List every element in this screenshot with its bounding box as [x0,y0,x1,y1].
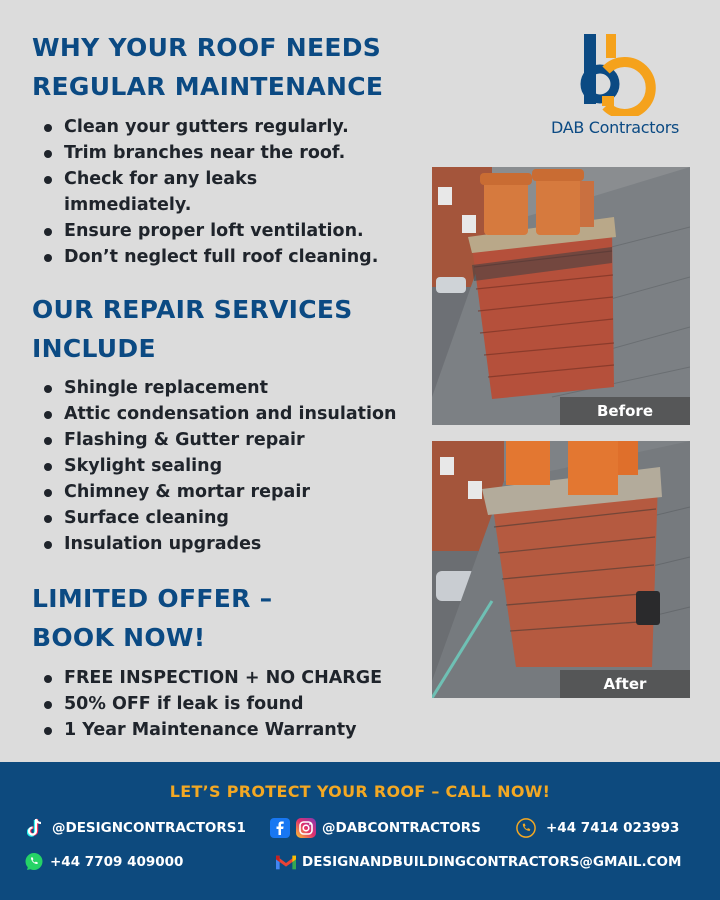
list-item: Flashing & Gutter repair [42,427,402,453]
phone-text: +44 7414 023993 [546,820,680,836]
list-item: Surface cleaning [42,505,402,531]
social-text: @DABCONTRACTORS [322,820,481,836]
list-item: Chimney & mortar repair [42,479,402,505]
offer-heading-line1: LIMITED OFFER – [32,584,273,613]
services-heading-line2: INCLUDE [32,334,156,363]
services-heading-line1: OUR REPAIR SERVICES [32,295,353,324]
facebook-icon [270,818,290,838]
services-heading [32,290,353,368]
phone-number[interactable] [516,818,679,838]
phone-icon [516,818,536,838]
footer-contact-bar [0,762,720,900]
list-item: 50% OFF if leak is found [42,691,402,717]
after-chimney-image [432,441,690,698]
list-item: Shingle replacement [42,375,402,401]
list-item: Ensure proper loft ventilation. [42,218,402,244]
before-photo [432,167,690,425]
list-item: FREE INSPECTION + NO CHARGE [42,665,402,691]
logo-text: DAB Contractors [550,118,680,137]
offer-heading-line2: BOOK NOW! [32,623,206,652]
brand-logo [540,30,690,142]
instagram-icon [296,818,316,838]
services-list [42,375,402,557]
tiktok-icon [26,818,46,838]
whatsapp-icon [24,852,44,872]
logo-mark-icon [540,30,690,116]
list-item: Attic condensation and insulation [42,401,402,427]
gmail-icon [276,852,296,872]
list-item: Don’t neglect full roof cleaning. [42,244,402,270]
email-text: DESIGNANDBUILDINGCONTRACTORS@GMAIL.COM [302,854,682,870]
offer-heading [32,579,272,657]
before-chimney-image [432,167,690,425]
after-photo [432,441,690,698]
list-item: Trim branches near the roof. [42,140,402,166]
call-to-action: LET’S PROTECT YOUR ROOF – CALL NOW! [169,782,551,801]
list-item: 1 Year Maintenance Warranty [42,717,402,743]
whatsapp-text: +44 7709 409000 [50,854,184,870]
list-item: Clean your gutters regularly. [42,114,402,140]
list-item: Skylight sealing [42,453,402,479]
maintenance-list [42,114,402,270]
maintenance-heading-line1: WHY YOUR ROOF NEEDS [32,33,382,62]
list-item: Check for any leaks immediately. [42,166,272,218]
maintenance-heading-line2: REGULAR MAINTENANCE [32,72,384,101]
tiktok-text: @DESIGNCONTRACTORS1 [52,820,246,836]
whatsapp-number[interactable] [24,852,183,872]
before-label: Before [560,397,690,425]
social-handle[interactable] [270,818,481,838]
email-address[interactable] [276,852,681,872]
offer-list [42,665,402,743]
list-item: Insulation upgrades [42,531,402,557]
maintenance-heading [32,28,383,106]
tiktok-handle[interactable] [26,818,246,838]
after-label: After [560,670,690,698]
